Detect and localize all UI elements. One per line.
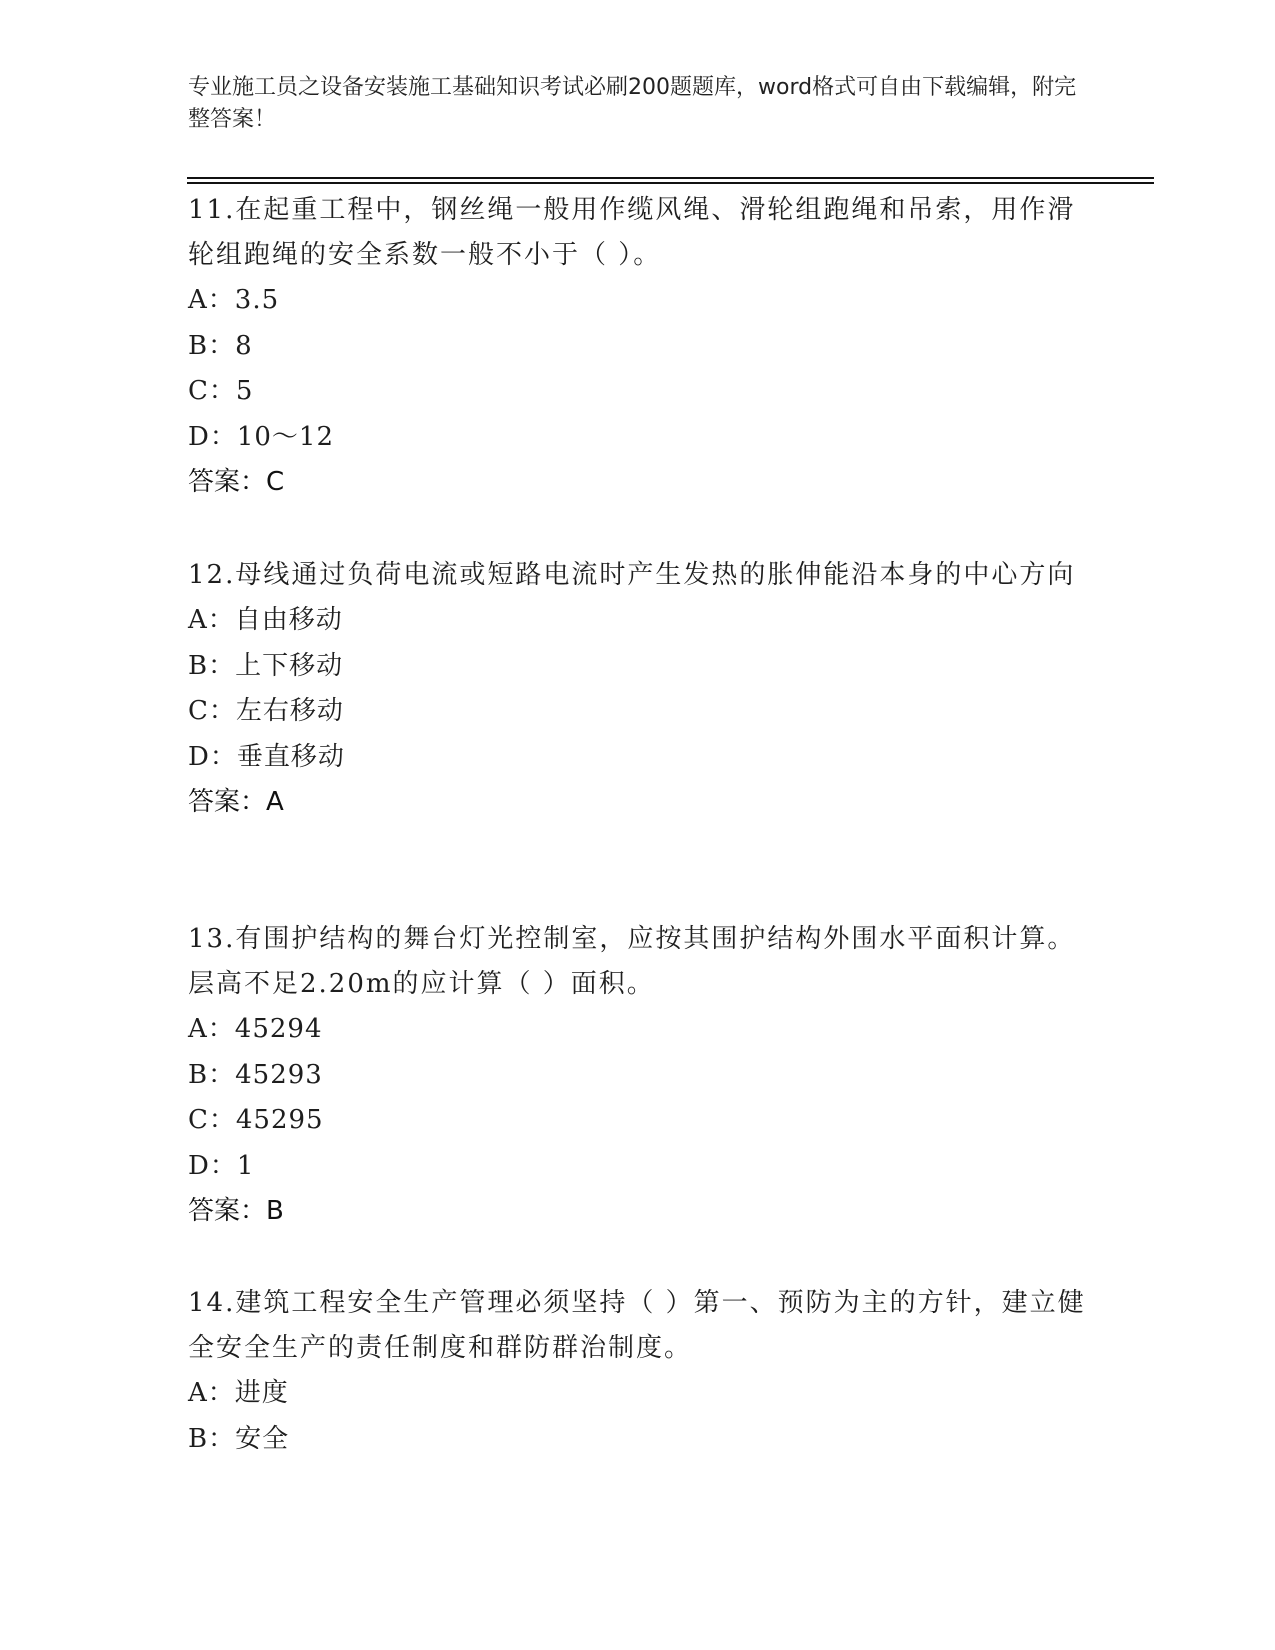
option-b: B：上下移动 (188, 650, 344, 681)
option-d: D：1 (188, 1150, 255, 1181)
option-b: B：安全 (188, 1423, 290, 1454)
header-divider-bottom (187, 182, 1154, 184)
option-a: A：自由移动 (188, 605, 343, 635)
option-b: B：8 (188, 330, 253, 361)
option-c: C：5 (188, 376, 254, 406)
question-stem: 12.母线通过负荷电流或短路电流时产生发热的胀伸能沿本身的中心方向 (188, 560, 1076, 590)
option-c: C：45295 (188, 1105, 324, 1135)
option-a: A：3.5 (188, 285, 280, 315)
question-14 (188, 1281, 1088, 1462)
option-a: A：进度 (188, 1378, 289, 1408)
option-d: D：10～12 (188, 421, 335, 452)
option-b: B：45293 (188, 1059, 323, 1090)
question-12 (188, 553, 1088, 825)
option-d: D：垂直移动 (188, 741, 345, 772)
option-a: A：45294 (188, 1014, 323, 1044)
document-header-title: 专业施工员之设备安装施工基础知识考试必刷200题题库，word格式可自由下载编辑，附完整答案！ (188, 75, 1077, 132)
question-stem: 14.建筑工程安全生产管理必须坚持（ ）第一、预防为主的方针，建立健全安全生产的责任制度和群防群治制度。 (188, 1288, 1086, 1363)
answer-line: 答案：A (188, 787, 284, 817)
question-stem: 13.有围护结构的舞台灯光控制室，应按其围护结构外围水平面积计算。层高不足2.20m的应计算（ ）面积。 (188, 924, 1076, 999)
answer-line: 答案：B (188, 1196, 284, 1226)
question-stem: 11.在起重工程中，钢丝绳一般用作缆风绳、滑轮组跑绳和吊索，用作滑轮组跑绳的安全系数一般不小于（ ）。 (188, 195, 1076, 270)
question-11 (188, 188, 1088, 505)
answer-line: 答案：C (188, 467, 285, 497)
question-13 (188, 917, 1088, 1234)
header-divider-top (187, 177, 1154, 179)
option-c: C：左右移动 (188, 696, 344, 726)
